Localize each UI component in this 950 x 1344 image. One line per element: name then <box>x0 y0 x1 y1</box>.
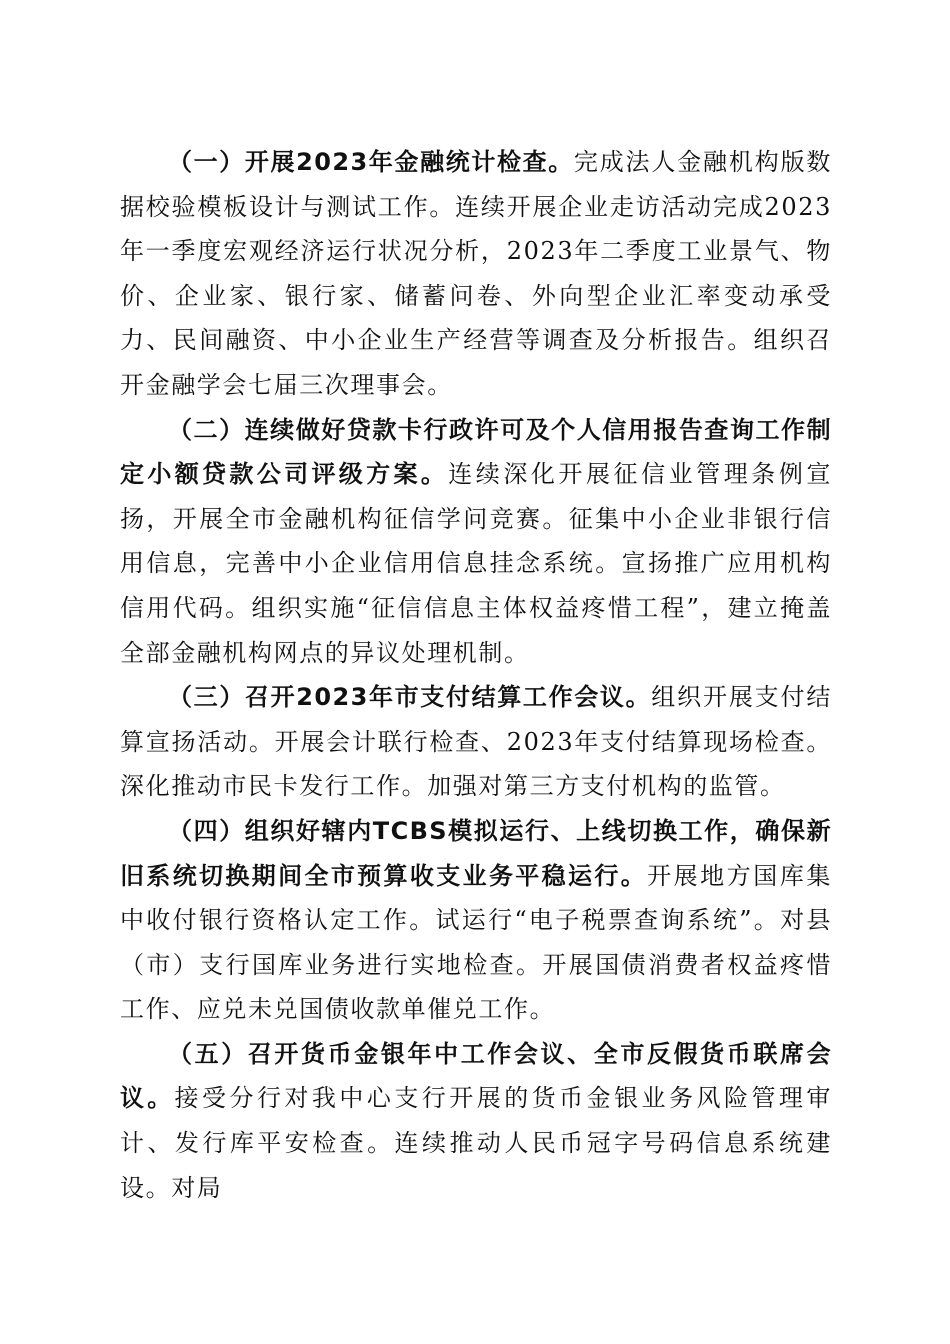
paragraph-1 <box>120 140 832 408</box>
paragraph-1-text: 完成法人金融机构版数据校验模板设计与测试工作。连续开展企业走访活动完成2023年一季度宏观经济运行状况分析，2023年二季度工业景气、物价、企业家、银行家、储蓄问卷、外向型企业汇率变动承受力、民间融资、中小企业生产经营等调查及分析报告。组织召开金融学会七届三次理事会。 <box>120 148 832 399</box>
paragraph-2-text: 连续深化开展征信业管理条例宣扬，开展全市金融机构征信学问竞赛。征集中小企业非银行信用信息，完善中小企业信用信息挂念系统。宣扬推广应用机构信用代码。组织实施“征信信息主体权益疼惜工程”，建立掩盖全部金融机构网点的异议处理机制。 <box>120 460 832 667</box>
paragraph-2 <box>120 408 832 676</box>
paragraph-4-text: 开展地方国库集中收付银行资格认定工作。试运行“电子税票查询系统”。对县（市）支行国库业务进行实地检查。开展国债消费者权益疼惜工作、应兑未兑国债收款单催兑工作。 <box>120 861 832 1024</box>
paragraph-1-heading: （一）开展2023年金融统计检查。 <box>168 148 574 176</box>
paragraph-5-text: 接受分行对我中心支行开展的货币金银业务风险管理审计、发行库平安检查。连续推动人民币冠字号码信息系统建设。对局 <box>120 1084 832 1202</box>
paragraph-5-heading: （五）召开货币金银年中工作会议、全市反假货币联席会议。 <box>120 1039 832 1113</box>
paragraph-2-heading: （二）连续做好贷款卡行政许可及个人信用报告查询工作制定小额贷款公司评级方案。 <box>120 415 832 489</box>
paragraph-4 <box>120 809 832 1032</box>
paragraph-4-heading: （四）组织好辖内TCBS模拟运行、上线切换工作，确保新旧系统切换期间全市预算收支业务平稳运行。 <box>120 816 832 890</box>
paragraph-5 <box>120 1032 832 1210</box>
document-body <box>120 140 832 1210</box>
paragraph-3-text: 组织开展支付结算宣扬活动。开展会计联行检查、2023年支付结算现场检查。深化推动市民卡发行工作。加强对第三方支付机构的监管。 <box>120 683 832 801</box>
paragraph-3 <box>120 675 832 809</box>
paragraph-3-heading: （三）召开2023年市支付结算工作会议。 <box>168 683 652 712</box>
